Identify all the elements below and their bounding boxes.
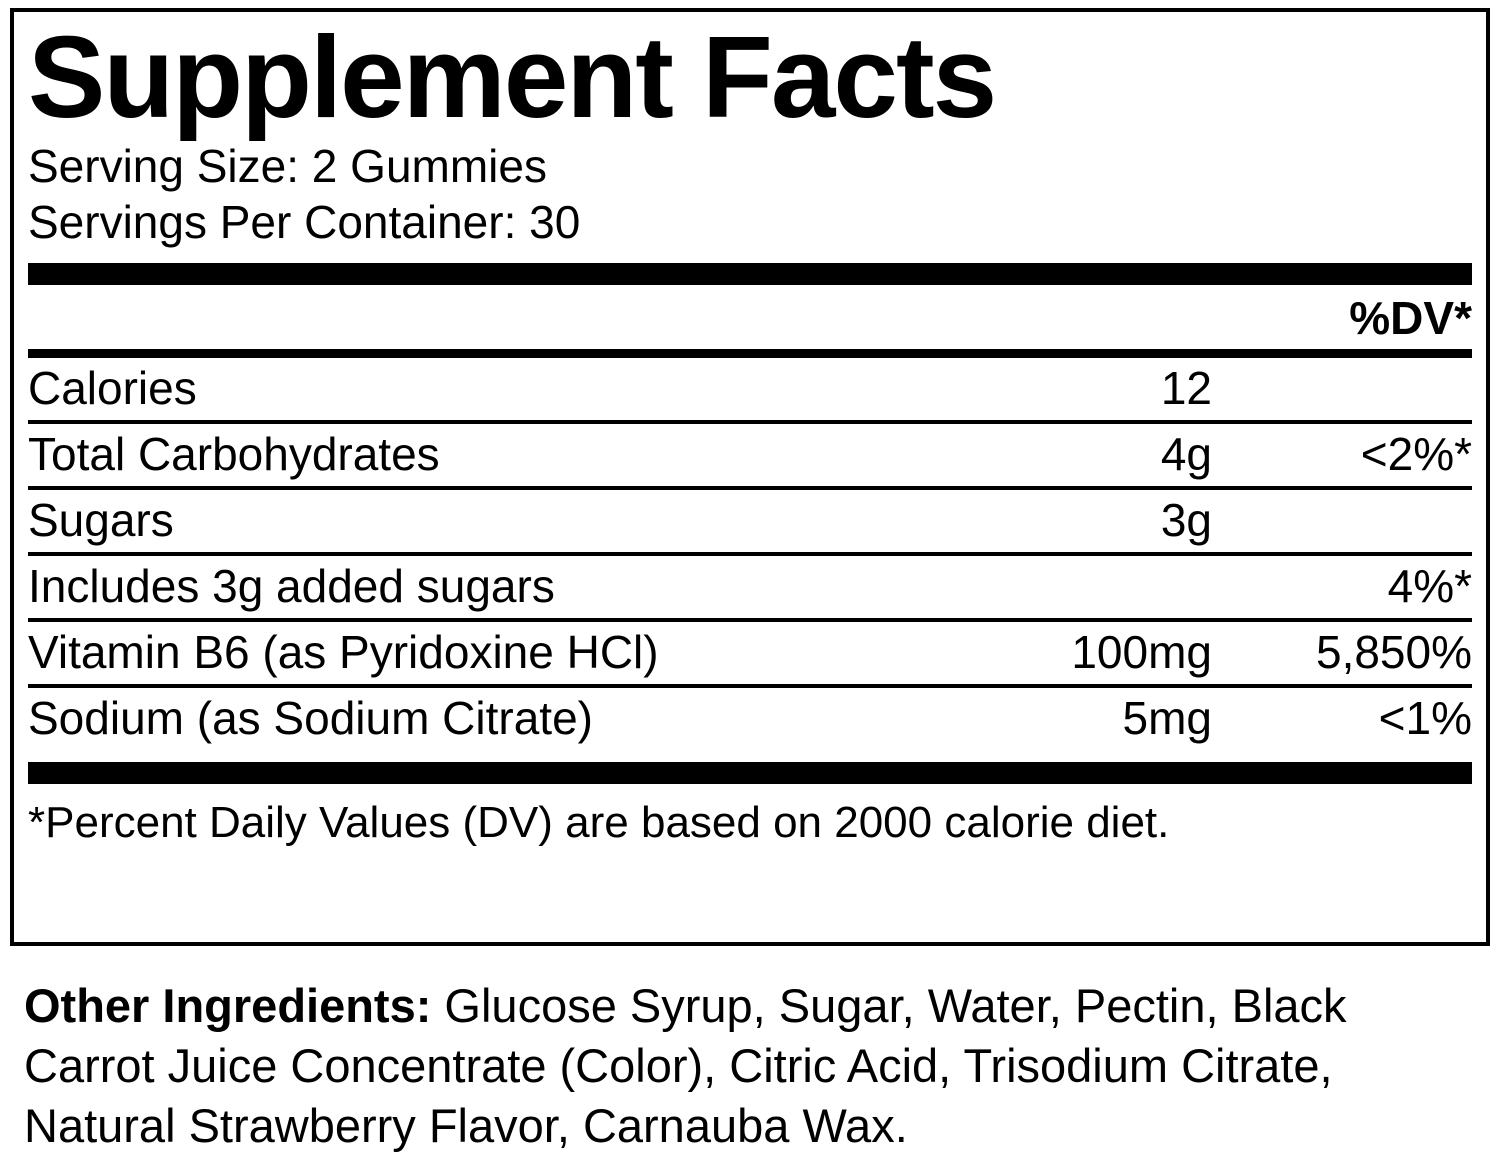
nutrient-dv: 4%*: [1212, 554, 1472, 620]
daily-value-header: %DV*: [1349, 291, 1472, 344]
nutrient-name: Vitamin B6 (as Pyridoxine HCl): [28, 620, 952, 686]
nutrient-amount: 4g: [952, 422, 1212, 488]
serving-size: Serving Size: 2 Gummies: [28, 140, 547, 193]
nutrient-dv: [1212, 358, 1472, 422]
nutrient-name: Sodium (as Sodium Citrate): [28, 691, 593, 744]
servings-per-container: Servings Per Container: 30: [28, 196, 581, 249]
daily-value-footnote: *Percent Daily Values (DV) are based on 2000 calorie diet.: [28, 797, 1170, 847]
nutrient-name: Sugars: [28, 488, 952, 554]
supplement-facts-box: [10, 8, 1490, 946]
nutrient-amount: 3g: [952, 488, 1212, 554]
nutrient-name: Calories: [28, 358, 952, 422]
nutrient-dv: <2%*: [1212, 422, 1472, 488]
table-row: [28, 422, 1472, 488]
other-ingredients: [24, 976, 1490, 1156]
nutrient-name: Total Carbohydrates: [28, 422, 952, 488]
nutrient-amount: 100mg: [952, 620, 1212, 686]
table-row: [28, 488, 1472, 554]
divider-medium: [28, 349, 1472, 358]
nutrient-amount: 12: [952, 358, 1212, 422]
supplement-label: [10, 8, 1490, 1156]
nutrient-dv: <1%: [1378, 691, 1472, 744]
nutrition-table: [28, 358, 1472, 750]
table-row: [28, 554, 1472, 620]
nutrient-name: Includes 3g added sugars: [28, 554, 952, 620]
nutrient-amount: [952, 554, 1212, 620]
divider-thick-top: [28, 263, 1472, 285]
nutrient-amount: 5mg: [1122, 691, 1212, 744]
table-row: [28, 358, 1472, 422]
nutrient-dv: [1212, 488, 1472, 554]
page-title: Supplement Facts: [28, 12, 996, 142]
table-row: [28, 620, 1472, 686]
other-ingredients-heading: Other Ingredients:: [24, 979, 432, 1032]
table-row: [28, 686, 1472, 750]
divider-thick-bottom: [28, 762, 1472, 784]
other-ingredients-text: Glucose Syrup, Sugar, Water, Pectin, Black Carrot Juice Concentrate (Color), Citric Acid, Trisodium Citrate, Natural Strawberry Flavor, Carnauba Wax.: [24, 979, 1347, 1153]
nutrient-dv: 5,850%: [1212, 620, 1472, 686]
